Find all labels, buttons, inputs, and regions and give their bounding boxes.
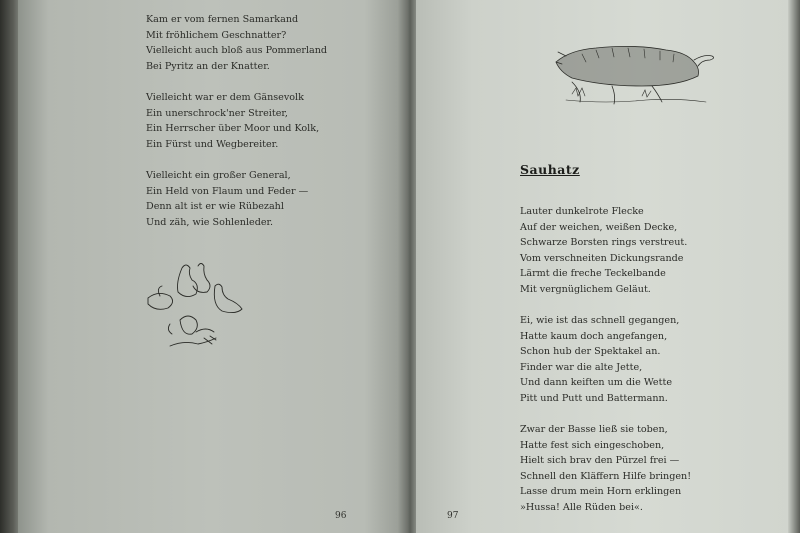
verse-line: Bei Pyritz an der Knatter. (146, 60, 270, 72)
verse-line: Ein Herrscher über Moor und Kolk, (146, 123, 320, 134)
verse-line: Hatte fest sich eingeschoben, (520, 439, 665, 451)
stanza (146, 12, 327, 74)
verse-line: Pitt und Putt und Battermann. (520, 392, 668, 404)
verse-line: »Hussa! Alle Rüden bei«. (520, 501, 643, 513)
verse-line: Schwarze Borsten rings verstreut. (520, 237, 688, 248)
verse-line: Schnell den Kläffern Hilfe bringen! (520, 470, 692, 482)
verse-line: Ein unerschrock'ner Streiter, (146, 107, 288, 119)
verse-line: Kam er vom fernen Samarkand (146, 14, 299, 25)
verse-line: Vielleicht ein großer General, (146, 170, 291, 181)
verse-line: Lärmt die freche Teckelbande (520, 268, 666, 279)
left-poem (146, 12, 327, 246)
verse-line: Schon hub der Spektakel an. (520, 346, 661, 357)
stanza (520, 422, 691, 515)
verse-line: Lauter dunkelrote Flecke (520, 206, 644, 217)
verse-line: Hatte kaum doch angefangen, (520, 330, 668, 342)
verse-line: Auf der weichen, weißen Decke, (520, 221, 678, 233)
verse-line: Ein Held von Flaum und Feder — (146, 185, 309, 197)
verse-line: Mit fröhlichem Geschnatter? (146, 29, 287, 41)
left-page-number: 96 (335, 511, 347, 521)
verse-line: Mit vergnüglichem Geläut. (520, 283, 651, 295)
verse-line: Finder war die alte Jette, (520, 361, 643, 373)
right-page-number: 97 (447, 511, 459, 521)
verse-line: Lasse drum mein Horn erklingen (520, 486, 682, 497)
verse-line: Hielt sich brav den Pürzel frei — (520, 455, 680, 466)
verse-line: Vielleicht war er dem Gänsevolk (146, 92, 304, 103)
stanza (146, 90, 327, 152)
verse-line: Und zäh, wie Sohlenleder. (146, 216, 274, 228)
verse-line: Und dann keiften um die Wette (520, 377, 673, 388)
verse-line: Denn alt ist er wie Rübezahl (146, 201, 284, 212)
wild-boar-illustration (552, 42, 718, 110)
verse-line: Ei, wie ist das schnell gegangen, (520, 315, 680, 326)
verse-line: Zwar der Basse ließ sie toben, (520, 424, 668, 435)
verse-line: Vom verschneiten Dickungsrande (520, 252, 684, 264)
right-poem (520, 204, 691, 531)
verse-line: Ein Fürst und Wegbereiter. (146, 138, 279, 150)
stanza (146, 168, 327, 230)
stanza (520, 313, 691, 406)
poem-title: Sauhatz (520, 162, 580, 177)
verse-line: Vielleicht auch bloß aus Pommerland (146, 45, 328, 56)
stanza (520, 204, 691, 297)
geese-illustration (140, 258, 260, 353)
right-page-edge (788, 0, 800, 533)
